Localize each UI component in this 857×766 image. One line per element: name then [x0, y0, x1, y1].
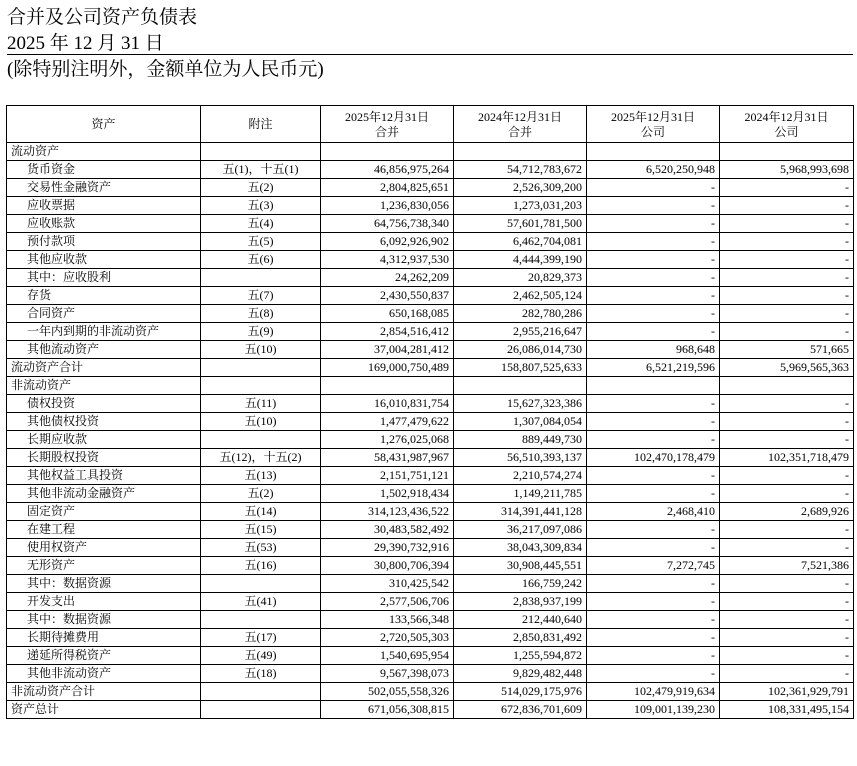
value-company-2025: - — [587, 611, 720, 629]
value-consolidated-2024: 56,510,393,137 — [454, 449, 587, 467]
value-company-2024: 7,521,386 — [720, 557, 854, 575]
value-consolidated-2024: 2,526,309,200 — [454, 179, 587, 197]
value-company-2024: - — [720, 395, 854, 413]
row-note: 五(41) — [201, 593, 321, 611]
value-company-2024: - — [720, 539, 854, 557]
column-header-item: 资产 — [7, 106, 201, 143]
value-consolidated-2024: 36,217,097,086 — [454, 521, 587, 539]
value-company-2024: - — [720, 665, 854, 683]
table-row — [7, 431, 854, 449]
value-company-2025 — [587, 377, 720, 395]
row-item-label: 递延所得税资产 — [7, 647, 201, 665]
table-row — [7, 575, 854, 593]
value-consolidated-2024: 57,601,781,500 — [454, 215, 587, 233]
table-row — [7, 359, 854, 377]
row-item-label: 非流动资产合计 — [7, 683, 201, 701]
value-consolidated-2025: 2,804,825,651 — [321, 179, 454, 197]
table-row — [7, 323, 854, 341]
value-company-2024: - — [720, 521, 854, 539]
value-consolidated-2025: 1,236,830,056 — [321, 197, 454, 215]
value-consolidated-2025: 1,477,479,622 — [321, 413, 454, 431]
value-consolidated-2025 — [321, 377, 454, 395]
report-date: 2025 年 12 月 31 日 — [7, 33, 853, 55]
row-item-label: 在建工程 — [7, 521, 201, 539]
value-company-2024: - — [720, 323, 854, 341]
row-item-label: 无形资产 — [7, 557, 201, 575]
row-note — [201, 431, 321, 449]
value-company-2024: - — [720, 431, 854, 449]
value-company-2024: 102,361,929,791 — [720, 683, 854, 701]
value-company-2024: 2,689,926 — [720, 503, 854, 521]
row-item-label: 使用权资产 — [7, 539, 201, 557]
value-company-2025: 6,520,250,948 — [587, 161, 720, 179]
balance-sheet-table — [6, 105, 854, 719]
row-note — [201, 377, 321, 395]
value-consolidated-2024: 166,759,242 — [454, 575, 587, 593]
row-note — [201, 611, 321, 629]
table-row — [7, 467, 854, 485]
value-consolidated-2024: 1,307,084,054 — [454, 413, 587, 431]
value-company-2024: 571,665 — [720, 341, 854, 359]
value-consolidated-2025: 2,720,505,303 — [321, 629, 454, 647]
row-note: 五(14) — [201, 503, 321, 521]
table-body — [7, 143, 854, 719]
value-consolidated-2025: 650,168,085 — [321, 305, 454, 323]
row-item-label: 其他流动资产 — [7, 341, 201, 359]
value-company-2025: 6,521,219,596 — [587, 359, 720, 377]
column-header-consolidated-2025: 2025年12月31日 合并 — [321, 106, 454, 143]
table-row — [7, 161, 854, 179]
table-row — [7, 485, 854, 503]
value-company-2025: - — [587, 233, 720, 251]
value-consolidated-2024: 1,149,211,785 — [454, 485, 587, 503]
value-company-2024: - — [720, 251, 854, 269]
table-row — [7, 557, 854, 575]
row-item-label: 其他债权投资 — [7, 413, 201, 431]
row-note: 五(12)，十五(2) — [201, 449, 321, 467]
row-note: 五(8) — [201, 305, 321, 323]
value-consolidated-2025: 502,055,558,326 — [321, 683, 454, 701]
row-note: 五(5) — [201, 233, 321, 251]
value-consolidated-2025: 9,567,398,073 — [321, 665, 454, 683]
currency-unit-note: (除特别注明外，金额单位为人民币元) — [7, 59, 324, 80]
row-item-label: 其中：数据资源 — [7, 611, 201, 629]
table-row — [7, 593, 854, 611]
table-row — [7, 179, 854, 197]
row-note: 五(16) — [201, 557, 321, 575]
value-company-2024: - — [720, 629, 854, 647]
value-consolidated-2024: 1,255,594,872 — [454, 647, 587, 665]
value-company-2024: - — [720, 269, 854, 287]
row-item-label: 非流动资产 — [7, 377, 201, 395]
value-company-2025: - — [587, 485, 720, 503]
value-company-2025: - — [587, 593, 720, 611]
row-item-label: 资产总计 — [7, 701, 201, 719]
table-row — [7, 611, 854, 629]
row-note — [201, 143, 321, 161]
row-item-label: 长期待摊费用 — [7, 629, 201, 647]
value-consolidated-2025: 16,010,831,754 — [321, 395, 454, 413]
value-consolidated-2024 — [454, 377, 587, 395]
value-company-2025: - — [587, 395, 720, 413]
value-company-2024: - — [720, 233, 854, 251]
value-consolidated-2024: 2,955,216,647 — [454, 323, 587, 341]
row-item-label: 其中：应收股利 — [7, 269, 201, 287]
value-company-2024: - — [720, 593, 854, 611]
value-company-2025: - — [587, 287, 720, 305]
value-company-2025: - — [587, 521, 720, 539]
table-row — [7, 647, 854, 665]
value-consolidated-2025: 2,430,550,837 — [321, 287, 454, 305]
value-company-2024: - — [720, 215, 854, 233]
value-company-2025: - — [587, 629, 720, 647]
row-item-label: 其中：数据资源 — [7, 575, 201, 593]
value-company-2025: - — [587, 539, 720, 557]
column-header-note: 附注 — [201, 106, 321, 143]
value-consolidated-2024: 889,449,730 — [454, 431, 587, 449]
value-consolidated-2024: 212,440,640 — [454, 611, 587, 629]
value-consolidated-2025: 1,502,918,434 — [321, 485, 454, 503]
value-consolidated-2025: 133,566,348 — [321, 611, 454, 629]
value-consolidated-2024: 9,829,482,448 — [454, 665, 587, 683]
table-row — [7, 701, 854, 719]
table-row — [7, 395, 854, 413]
row-item-label: 应收票据 — [7, 197, 201, 215]
row-item-label: 长期应收款 — [7, 431, 201, 449]
table-row — [7, 233, 854, 251]
value-consolidated-2024: 20,829,373 — [454, 269, 587, 287]
row-item-label: 债权投资 — [7, 395, 201, 413]
row-note: 五(4) — [201, 215, 321, 233]
table-row — [7, 377, 854, 395]
value-company-2025 — [587, 143, 720, 161]
table-row — [7, 503, 854, 521]
row-note: 五(18) — [201, 665, 321, 683]
table-row — [7, 287, 854, 305]
value-consolidated-2024: 314,391,441,128 — [454, 503, 587, 521]
value-company-2024: - — [720, 611, 854, 629]
value-consolidated-2024: 158,807,525,633 — [454, 359, 587, 377]
column-header-company-2024: 2024年12月31日 公司 — [720, 106, 854, 143]
value-consolidated-2025: 6,092,926,902 — [321, 233, 454, 251]
value-company-2024: - — [720, 413, 854, 431]
table-row — [7, 143, 854, 161]
table-row — [7, 341, 854, 359]
value-consolidated-2025: 58,431,987,967 — [321, 449, 454, 467]
value-consolidated-2025: 64,756,738,340 — [321, 215, 454, 233]
row-item-label: 货币资金 — [7, 161, 201, 179]
row-note — [201, 269, 321, 287]
row-note: 五(13) — [201, 467, 321, 485]
table-row — [7, 413, 854, 431]
value-company-2025: 968,648 — [587, 341, 720, 359]
value-consolidated-2025: 671,056,308,815 — [321, 701, 454, 719]
value-consolidated-2024: 15,627,323,386 — [454, 395, 587, 413]
table-row — [7, 539, 854, 557]
row-item-label: 流动资产合计 — [7, 359, 201, 377]
table-row — [7, 269, 854, 287]
value-company-2025: - — [587, 251, 720, 269]
row-note: 五(2) — [201, 485, 321, 503]
value-consolidated-2025: 2,577,506,706 — [321, 593, 454, 611]
value-consolidated-2024: 514,029,175,976 — [454, 683, 587, 701]
value-company-2025: 7,272,745 — [587, 557, 720, 575]
value-consolidated-2025: 30,483,582,492 — [321, 521, 454, 539]
value-consolidated-2024: 1,273,031,203 — [454, 197, 587, 215]
row-item-label: 流动资产 — [7, 143, 201, 161]
row-item-label: 其他权益工具投资 — [7, 467, 201, 485]
value-company-2024: - — [720, 179, 854, 197]
value-consolidated-2025: 1,276,025,068 — [321, 431, 454, 449]
row-note: 五(11) — [201, 395, 321, 413]
value-company-2024: - — [720, 287, 854, 305]
value-company-2025: 102,470,178,479 — [587, 449, 720, 467]
value-consolidated-2025: 1,540,695,954 — [321, 647, 454, 665]
value-consolidated-2025: 37,004,281,412 — [321, 341, 454, 359]
row-item-label: 一年内到期的非流动资产 — [7, 323, 201, 341]
value-company-2024: - — [720, 305, 854, 323]
report-title: 合并及公司资产负债表 — [7, 7, 198, 28]
value-consolidated-2025: 30,800,706,394 — [321, 557, 454, 575]
row-note: 五(2) — [201, 179, 321, 197]
value-company-2024 — [720, 377, 854, 395]
row-note: 五(17) — [201, 629, 321, 647]
value-consolidated-2024: 26,086,014,730 — [454, 341, 587, 359]
value-company-2025: - — [587, 647, 720, 665]
table-header-row — [7, 106, 854, 143]
row-item-label: 开发支出 — [7, 593, 201, 611]
value-company-2024: 5,968,993,698 — [720, 161, 854, 179]
value-consolidated-2025: 4,312,937,530 — [321, 251, 454, 269]
row-note: 五(7) — [201, 287, 321, 305]
table-row — [7, 305, 854, 323]
table-row — [7, 197, 854, 215]
value-company-2025: - — [587, 575, 720, 593]
row-item-label: 其他非流动金融资产 — [7, 485, 201, 503]
value-consolidated-2025 — [321, 143, 454, 161]
value-company-2024: - — [720, 467, 854, 485]
column-header-consolidated-2024: 2024年12月31日 合并 — [454, 106, 587, 143]
column-header-company-2025: 2025年12月31日 公司 — [587, 106, 720, 143]
value-company-2025: - — [587, 215, 720, 233]
value-company-2025: - — [587, 413, 720, 431]
value-company-2024: - — [720, 485, 854, 503]
row-item-label: 交易性金融资产 — [7, 179, 201, 197]
value-company-2025: - — [587, 323, 720, 341]
value-consolidated-2024: 2,210,574,274 — [454, 467, 587, 485]
value-company-2024: - — [720, 575, 854, 593]
value-company-2024: 108,331,495,154 — [720, 701, 854, 719]
row-item-label: 预付款项 — [7, 233, 201, 251]
row-note: 五(15) — [201, 521, 321, 539]
table-row — [7, 521, 854, 539]
value-consolidated-2025: 314,123,436,522 — [321, 503, 454, 521]
value-company-2025: 102,479,919,634 — [587, 683, 720, 701]
row-note — [201, 359, 321, 377]
value-consolidated-2025: 2,854,516,412 — [321, 323, 454, 341]
table-row — [7, 683, 854, 701]
row-note: 五(1)，十五(1) — [201, 161, 321, 179]
value-consolidated-2024: 282,780,286 — [454, 305, 587, 323]
value-consolidated-2025: 46,856,975,264 — [321, 161, 454, 179]
row-item-label: 固定资产 — [7, 503, 201, 521]
value-consolidated-2025: 2,151,751,121 — [321, 467, 454, 485]
value-consolidated-2025: 169,000,750,489 — [321, 359, 454, 377]
value-company-2025: - — [587, 431, 720, 449]
row-item-label: 其他应收款 — [7, 251, 201, 269]
row-note — [201, 575, 321, 593]
value-consolidated-2024: 672,836,701,609 — [454, 701, 587, 719]
row-item-label: 应收账款 — [7, 215, 201, 233]
value-company-2025: - — [587, 665, 720, 683]
row-item-label: 长期股权投资 — [7, 449, 201, 467]
value-company-2024: 102,351,718,479 — [720, 449, 854, 467]
value-company-2025: - — [587, 197, 720, 215]
value-company-2024: 5,969,565,363 — [720, 359, 854, 377]
value-company-2025: 109,001,139,230 — [587, 701, 720, 719]
table-row — [7, 449, 854, 467]
row-item-label: 存货 — [7, 287, 201, 305]
value-consolidated-2024: 4,444,399,190 — [454, 251, 587, 269]
row-note: 五(9) — [201, 323, 321, 341]
value-consolidated-2024: 54,712,783,672 — [454, 161, 587, 179]
row-note — [201, 701, 321, 719]
table-row — [7, 665, 854, 683]
value-company-2025: - — [587, 179, 720, 197]
row-note: 五(49) — [201, 647, 321, 665]
value-company-2025: - — [587, 467, 720, 485]
value-consolidated-2024: 38,043,309,834 — [454, 539, 587, 557]
value-consolidated-2024: 30,908,445,551 — [454, 557, 587, 575]
value-consolidated-2024: 2,838,937,199 — [454, 593, 587, 611]
value-consolidated-2024: 6,462,704,081 — [454, 233, 587, 251]
value-company-2025: 2,468,410 — [587, 503, 720, 521]
row-note: 五(6) — [201, 251, 321, 269]
value-company-2024 — [720, 143, 854, 161]
value-consolidated-2025: 24,262,209 — [321, 269, 454, 287]
row-item-label: 合同资产 — [7, 305, 201, 323]
table-row — [7, 629, 854, 647]
value-consolidated-2024 — [454, 143, 587, 161]
row-note: 五(10) — [201, 341, 321, 359]
value-consolidated-2025: 310,425,542 — [321, 575, 454, 593]
value-consolidated-2024: 2,850,831,492 — [454, 629, 587, 647]
row-note: 五(10) — [201, 413, 321, 431]
value-company-2025: - — [587, 305, 720, 323]
table-row — [7, 251, 854, 269]
row-item-label: 其他非流动资产 — [7, 665, 201, 683]
value-company-2024: - — [720, 647, 854, 665]
value-consolidated-2025: 29,390,732,916 — [321, 539, 454, 557]
row-note: 五(53) — [201, 539, 321, 557]
value-company-2025: - — [587, 269, 720, 287]
table-row — [7, 215, 854, 233]
row-note — [201, 683, 321, 701]
value-company-2024: - — [720, 197, 854, 215]
value-consolidated-2024: 2,462,505,124 — [454, 287, 587, 305]
row-note: 五(3) — [201, 197, 321, 215]
